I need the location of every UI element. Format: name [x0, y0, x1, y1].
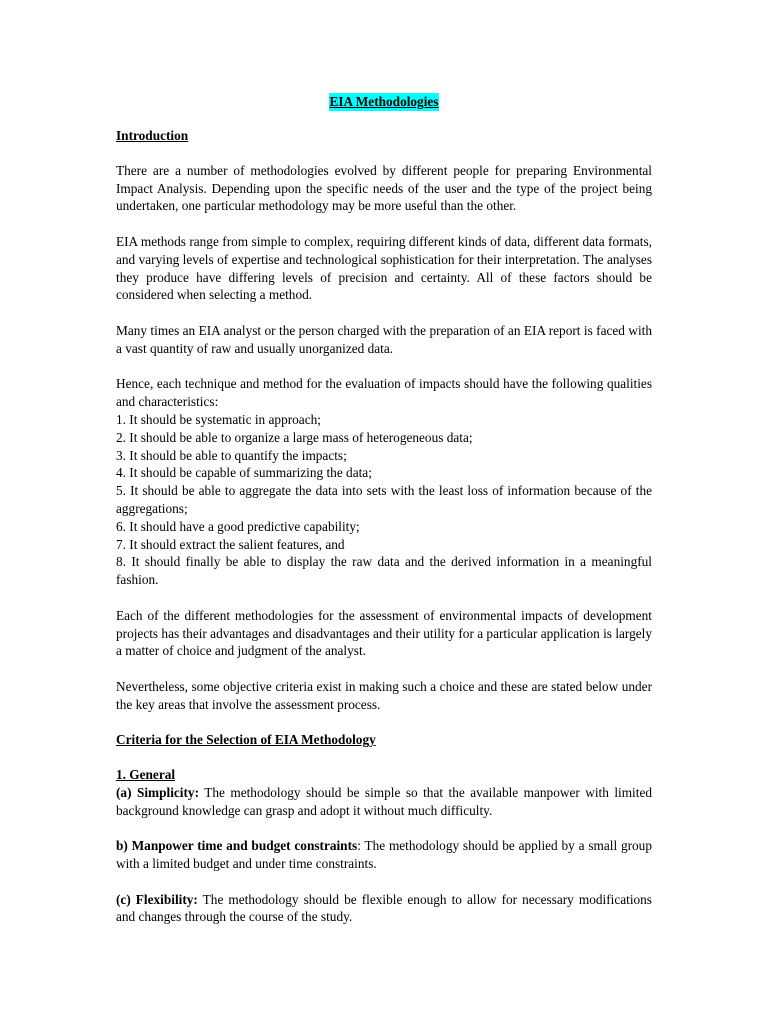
- title-container: [116, 93, 652, 111]
- criterion-text: The methodology should be simple so that the available manpower with limited background knowledge can grasp and adopt it without much difficulty.: [116, 784, 652, 818]
- list-item: 3. It should be able to quantify the impacts;: [116, 447, 347, 463]
- criterion-text: : The methodology should be applied by a small group with a limited budget and under time constraints.: [116, 838, 652, 872]
- list-item: 5. It should be able to aggregate the data into sets with the least loss of information because of the aggregations;: [116, 483, 652, 516]
- document-page: [116, 93, 652, 944]
- paragraph: Nevertheless, some objective criteria exist in making such a choice and these are stated below under the key areas that involve the assessment process.: [116, 678, 652, 712]
- criterion: [116, 784, 652, 820]
- paragraph: There are a number of methodologies evolved by different people for preparing Environmental Impact Analysis. Depending upon the specific needs of the user and the type of the project being undertaken, one particular methodology may be more useful than the other.: [116, 162, 652, 214]
- criterion-label: (c) Flexibility:: [116, 891, 198, 907]
- list-item: 4. It should be capable of summarizing the data;: [116, 465, 372, 481]
- criteria-heading: Criteria for the Selection of EIA Methodology: [116, 732, 376, 748]
- list-item: 8. It should finally be able to display the raw data and the derived information in a meaningful fashion.: [116, 554, 652, 588]
- list-item: 1. It should be systematic in approach;: [116, 411, 321, 427]
- list-item: 2. It should be able to organize a large mass of heterogeneous data;: [116, 429, 473, 445]
- intro-heading: Introduction: [116, 128, 189, 143]
- list-item: 6. It should have a good predictive capability;: [116, 518, 360, 534]
- paragraph: EIA methods range from simple to complex, requiring different kinds of data, different data formats, and varying levels of expertise and technological sophistication for their interpretation. The analyses they produce have differing levels of precision and certainty. All of these factors should be considered when selecting a method.: [116, 233, 652, 303]
- document-title: EIA Methodologies: [329, 94, 439, 109]
- criterion: [116, 891, 652, 927]
- paragraph: Hence, each technique and method for the evaluation of impacts should have the following qualities and characteristics:: [116, 376, 652, 410]
- criterion: [116, 837, 652, 873]
- paragraph: Many times an EIA analyst or the person charged with the preparation of an EIA report is faced with a vast quantity of raw and usually unorganized data.: [116, 322, 652, 356]
- list-item: 7. It should extract the salient features, and: [116, 536, 345, 552]
- criterion-label: b) Manpower time and budget constraints: [116, 838, 358, 854]
- criterion-label: (a) Simplicity:: [116, 784, 200, 800]
- criterion-text: The methodology should be flexible enough to allow for necessary modifications and changes through the course of the study.: [116, 891, 652, 925]
- paragraph: Each of the different methodologies for the assessment of environmental impacts of development projects has their advantages and disadvantages and their utility for a particular application is largely a matter of choice and judgment of the analyst.: [116, 607, 652, 659]
- qualities-list: [116, 411, 652, 589]
- general-heading: 1. General: [116, 767, 176, 783]
